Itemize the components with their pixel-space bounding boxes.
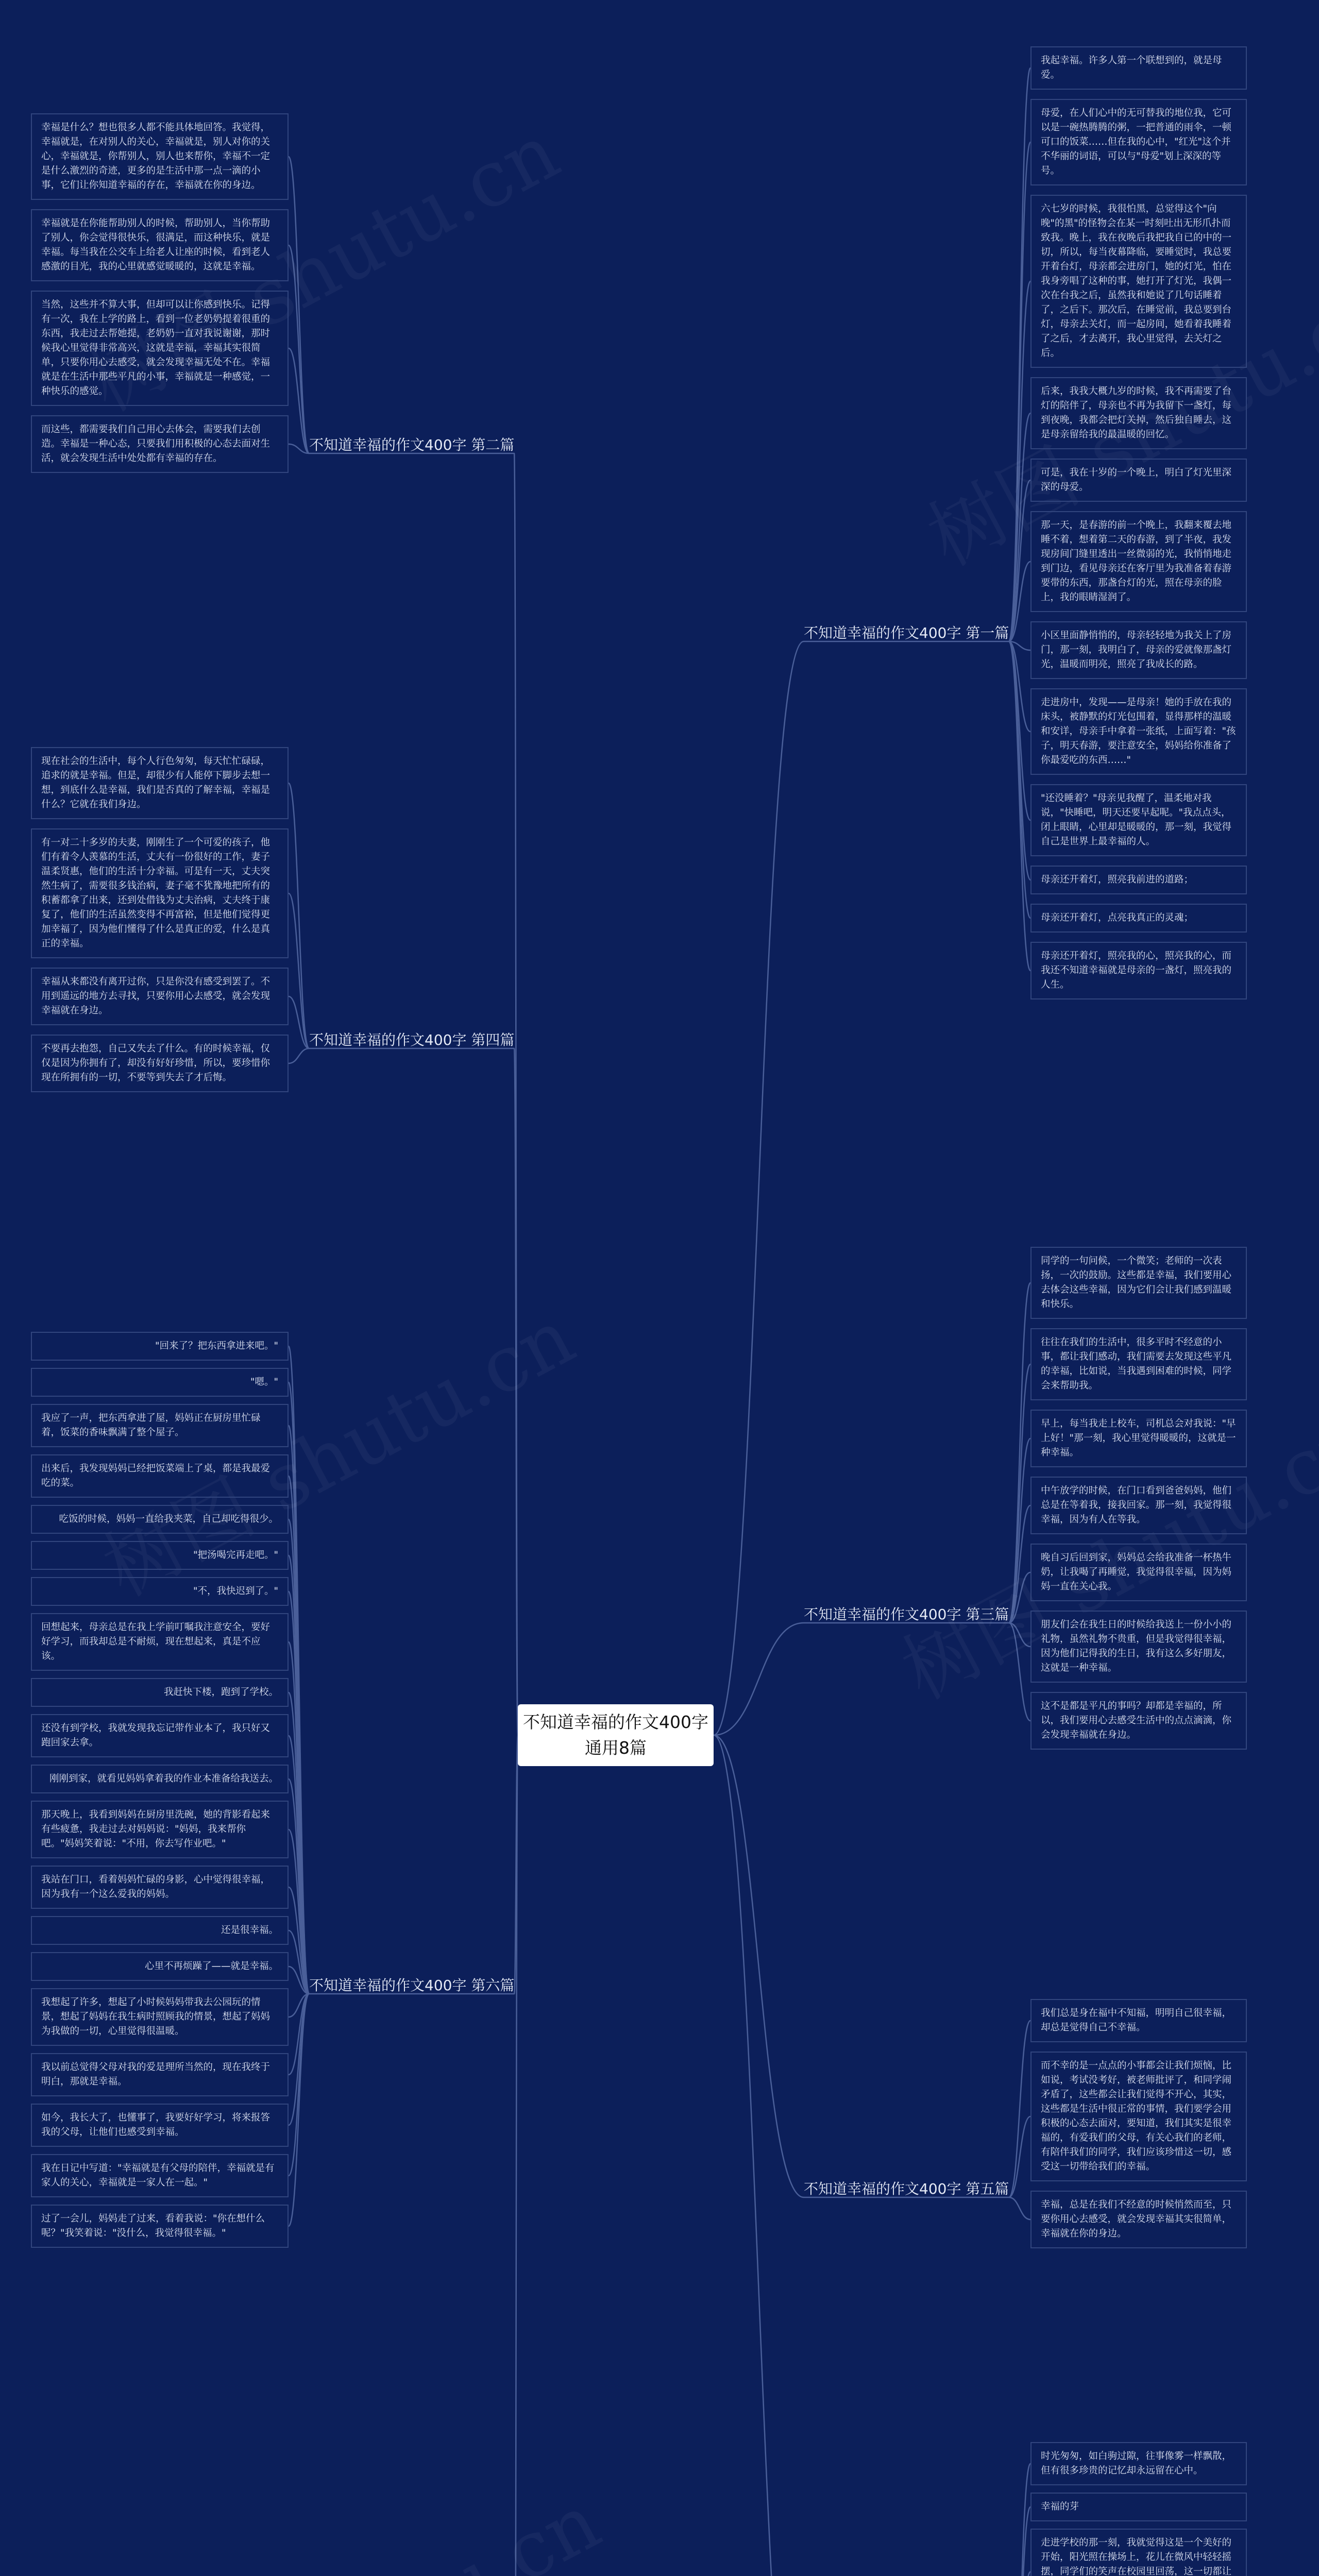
leaf-4-2: 往往在我们的生活中，很多平时不经意的小事，都让我们感动，我们需要去发现这些平凡的幸福，比如说，当我遇到困难的时候，同学会来帮助我。: [1030, 1328, 1247, 1400]
branch-link-6-3: [1009, 2572, 1030, 2576]
leaf-7-8: 回想起来，母亲总是在我上学前叮嘱我注意安全，要好好学习，而我却总是不耐烦，现在想起来，真是不应该。: [31, 1613, 289, 1671]
branch-link-5-3: [1009, 2197, 1030, 2219]
leaf-3-2: 有一对二十多岁的夫妻，刚刚生了一个可爱的孩子，他们有着令人羡慕的生活，丈夫有一份很好的工作，妻子温柔贤惠，他们的生活十分幸福。可是有一天，丈夫突然生病了，需要很多钱治病，妻子毫不犹豫地把所有的积蓄都拿了出来，还到处借钱为丈夫治病，丈夫终于康复了，他们的生活虽然变得不再富裕，但是他们觉得更加幸福了，因为他们懂得了什么是真正的爱，什么是真正的幸福。: [31, 828, 289, 958]
branch-link-3-1: [289, 783, 309, 1048]
branch-link-1-10: [1009, 641, 1030, 880]
leaf-4-4: 中午放学的时候，在门口看到爸爸妈妈，他们总是在等着我，接我回家。那一刻，我觉得很幸福，因为有人在等我。: [1030, 1477, 1247, 1534]
branch-label-7: 不知道幸福的作文400字 第六篇: [309, 1977, 515, 1994]
leaf-5-1: 我们总是身在福中不知福，明明自己很幸福，却总是觉得自己不幸福。: [1030, 1999, 1247, 2042]
leaf-3-1: 现在社会的生活中，每个人行色匆匆，每天忙忙碌碌，追求的就是幸福。但是，却很少有人能停下脚步去想一想，到底什么是幸福，我们是否真的了解幸福，幸福是什么？它就在我们身边。: [31, 747, 289, 819]
leaf-7-5: 吃饭的时候，妈妈一直给我夹菜，自己却吃得很少。: [31, 1505, 289, 1534]
branch-label-1: 不知道幸福的作文400字 第一篇: [804, 624, 1009, 641]
leaf-4-7: 这不是都是平凡的事吗？却都是幸福的，所以，我们要用心去感受生活中的点点滴滴，你会发现幸福就在身边。: [1030, 1692, 1247, 1750]
leaf-1-9: "还没睡着？"母亲见我醒了，温柔地对我说，"快睡吧，明天还要早起呢。"我点点头，闭上眼睛，心里却是暖暖的，那一刻，我觉得自己是世界上最幸福的人。: [1030, 784, 1247, 856]
leaf-2-1: 幸福是什么？想也很多人都不能具体地回答。我觉得，幸福就是，在对别人的关心，幸福就是，别人对你的关心，幸福就是，你帮别人，别人也来帮你，幸福不一定是什么激烈的奇迹，更多的是生活中那一点一滴的小事，它们让你知道幸福的存在，幸福就在你的身边。: [31, 113, 289, 200]
branch-link-2-3: [289, 348, 309, 453]
branch-link-7-20: [289, 1994, 309, 2226]
central-topic: 不知道幸福的作文400字 通用8篇: [518, 1704, 714, 1766]
branch-link-5-2: [1009, 2116, 1030, 2197]
branch-link-4-2: [1009, 1364, 1030, 1623]
branch-link-2-2: [289, 245, 309, 453]
branch-label-4: 不知道幸福的作文400字 第三篇: [804, 1606, 1009, 1623]
leaf-7-12: 那天晚上，我看到妈妈在厨房里洗碗，她的背影看起来有些疲惫，我走过去对妈妈说："妈妈，我来帮你吧。"妈妈笑着说："不用，你去写作业吧。": [31, 1801, 289, 1858]
leaf-7-13: 我站在门口，看着妈妈忙碌的身影，心中觉得很幸福，因为我有一个这么爱我的妈妈。: [31, 1866, 289, 1909]
leaf-3-4: 不要再去抱怨，自己又失去了什么。有的时候幸福，仅仅是因为你拥有了，却没有好好珍惜，所以，要珍惜你现在所拥有的一切，不要等到失去了才后悔。: [31, 1035, 289, 1092]
leaf-4-6: 朋友们会在我生日的时候给我送上一份小小的礼物，虽然礼物不贵重，但是我觉得很幸福，因为他们记得我的生日，我有这么多好朋友，这就是一种幸福。: [1030, 1611, 1247, 1683]
leaf-1-7: 小区里面静悄悄的，母亲轻轻地为我关上了房门，那一刻，我明白了，母亲的爱就像那盏灯光，温暖而明亮，照亮了我成长的路。: [1030, 621, 1247, 679]
leaf-2-3: 当然，这些并不算大事，但却可以让你感到快乐。记得有一次，我在上学的路上，看到一位老奶奶提着很重的东西，我走过去帮她提，老奶奶一直对我说谢谢，那时候我心里觉得非常高兴，这就是幸福，幸福其实很简单，只要你用心去感受，就会发现幸福无处不在。幸福就是在生活中那些平凡的小事，幸福就是一种感觉，一种快乐的感觉。: [31, 291, 289, 406]
leaf-7-6: "把汤喝完再走吧。": [31, 1541, 289, 1570]
leaf-7-15: 心里不再烦躁了——就是幸福。: [31, 1952, 289, 1981]
leaf-4-1: 同学的一句问候，一个微笑；老师的一次表扬，一次的鼓励。这些都是幸福，我们要用心去体会这些幸福，因为它们会让我们感到温暖和快乐。: [1030, 1247, 1247, 1319]
trunk-4: [714, 1623, 804, 1735]
leaf-7-10: 还没有到学校，我就发现我忘记带作业本了，我只好又跑回家去拿。: [31, 1714, 289, 1757]
leaf-6-3: 走进学校的那一刻，我就觉得这是一个美好的开始，阳光照在操场上，花儿在微风中轻轻摇摆，同学们的笑声在校园里回荡，这一切都让: [1030, 2529, 1247, 2576]
branch-link-3-4: [289, 1048, 309, 1063]
leaf-1-1: 我起幸福。许多人第一个联想到的，就是母爱。: [1030, 46, 1247, 90]
branch-link-4-7: [1009, 1623, 1030, 1721]
leaf-4-5: 晚自习后回到家，妈妈总会给我准备一杯热牛奶，让我喝了再睡觉，我觉得很幸福，因为妈妈一直在关心我。: [1030, 1544, 1247, 1601]
leaf-7-20: 过了一会儿，妈妈走了过来，看着我说："你在想什么呢？"我笑着说："没什么，我觉得很幸福。": [31, 2205, 289, 2248]
leaf-1-11: 母亲还开着灯，点亮我真正的灵魂；: [1030, 904, 1247, 933]
branch-label-3: 不知道幸福的作文400字 第四篇: [309, 1031, 515, 1048]
leaf-5-3: 幸福，总是在我们不经意的时候悄然而至，只要你用心去感受，就会发现幸福其实很简单，幸福就在你的身边。: [1030, 2191, 1247, 2248]
branch-link-6-2: [1009, 2507, 1030, 2576]
leaf-7-2: "嗯。": [31, 1368, 289, 1397]
leaf-1-3: 六七岁的时候，我很怕黑，总觉得这个"向晚"的黑"的怪物会在某一时刻吐出无形爪扑而致我。晚上，我在夜晚后我把我自已的中的一切，所以，每当夜幕降临，要睡觉时，我总要开着台灯，母亲都会进房门，她的灯光，怕在我身旁唱了这种的事，她打开了灯光，我偶一次在台我之后，虽然我和她说了几句话睡着了，之后下。那次后，在睡觉前，我总要到台灯，母亲去关灯，而一起房间，她看着我睡着了之后，才去离开，我心里觉得，去关灯之后。: [1030, 195, 1247, 368]
leaf-1-5: 可是，我在十岁的一个晚上，明白了灯光里深深的母爱。: [1030, 459, 1247, 502]
leaf-1-10: 母亲还开着灯，照亮我前进的道路；: [1030, 866, 1247, 894]
leaf-7-19: 我在日记中写道："幸福就是有父母的陪伴，幸福就是有家人的关心，幸福就是一家人在一起。": [31, 2154, 289, 2197]
leaf-6-1: 时光匆匆，如白驹过隙，往事像雾一样飘散，但有很多珍贵的记忆却永远留在心中。: [1030, 2442, 1247, 2485]
leaf-7-7: "不，我快迟到了。": [31, 1577, 289, 1606]
leaf-7-4: 出来后，我发现妈妈已经把饭菜端上了桌，都是我最爱吃的菜。: [31, 1454, 289, 1498]
leaf-1-4: 后来，我我大概九岁的时候，我不再需要了台灯的陪伴了，母亲也不再为我留下一盏灯，每到夜晚，我都会把灯关掉，然后独自睡去，这是母亲留给我的最温暖的回忆。: [1030, 377, 1247, 449]
leaf-3-3: 幸福从来都没有离开过你，只是你没有感受到罢了。不用到遥远的地方去寻找，只要你用心去感受，就会发现幸福就在身边。: [31, 968, 289, 1025]
leaf-6-2: 幸福的芽: [1030, 2493, 1247, 2521]
leaf-1-8: 走进房中，发现——是母亲！她的手放在我的床头，被静默的灯光包围着，显得那样的温暖和安详，母亲手中拿着一张纸，上面写着："孩子，明天春游，要注意安全，妈妈给你准备了你最爱吃的东西……": [1030, 688, 1247, 775]
leaf-7-9: 我赶快下楼，跑到了学校。: [31, 1678, 289, 1707]
branch-link-4-1: [1009, 1283, 1030, 1623]
leaf-7-11: 刚刚到家，就看见妈妈拿着我的作业本准备给我送去。: [31, 1765, 289, 1793]
leaf-7-3: 我应了一声，把东西拿进了屋，妈妈正在厨房里忙碌着，饭菜的香味飘满了整个屋子。: [31, 1404, 289, 1447]
leaf-7-18: 如今，我长大了，也懂事了，我要好好学习，将来报答我的父母，让他们也感受到幸福。: [31, 2104, 289, 2147]
trunk-5: [714, 1735, 804, 2197]
leaf-2-4: 而这些，都需要我们自己用心去体会，需要我们去创造。幸福是一种心态，只要我们用积极的心态去面对生活，就会发现生活中处处都有幸福的存在。: [31, 415, 289, 473]
leaf-1-6: 那一天，是春游的前一个晚上，我翻来覆去地睡不着，想着第二天的春游，到了半夜，我发现房间门缝里透出一丝微弱的光，我悄悄地走到门边，看见母亲还在客厅里为我准备着春游要带的东西，那盏台灯的光，照在母亲的脸上，我的眼睛湿润了。: [1030, 511, 1247, 612]
branch-link-2-1: [289, 157, 309, 453]
branch-label-2: 不知道幸福的作文400字 第二篇: [309, 436, 515, 453]
leaf-1-12: 母亲还开着灯，照亮我的心，照亮我的心，而我还不知道幸福就是母亲的一盏灯，照亮我的人生。: [1030, 942, 1247, 999]
leaf-2-2: 幸福就是在你能帮助别人的时候，帮助别人，当你帮助了别人，你会觉得很快乐，很满足，而这种快乐，就是幸福。每当我在公交车上给老人让座的时候，看到老人感激的目光，我的心里就感觉暖暖的，这就是幸福。: [31, 209, 289, 281]
branch-link-5-1: [1009, 2021, 1030, 2197]
leaf-7-1: "回来了？把东西拿进来吧。": [31, 1332, 289, 1361]
leaf-4-3: 早上，每当我走上校车，司机总会对我说："早上好！"那一刻，我心里觉得暖暖的，这就是一种幸福。: [1030, 1410, 1247, 1467]
branch-label-5: 不知道幸福的作文400字 第五篇: [804, 2180, 1009, 2197]
branch-link-7-19: [289, 1994, 309, 2176]
leaf-7-16: 我想起了许多，想起了小时候妈妈带我去公园玩的情景，想起了妈妈在我生病时照顾我的情景，想起了妈妈为我做的一切，心里觉得很温暖。: [31, 1988, 289, 2046]
trunk-6: [714, 1735, 804, 2576]
leaf-7-14: 还是很幸福。: [31, 1916, 289, 1945]
leaf-5-2: 而不幸的是一点点的小事都会让我们烦恼，比如说，考试没考好，被老师批评了，和同学闹矛盾了，这些都会让我们觉得不开心，其实，这些都是生活中很正常的事情，我们要学会用积极的心态去面对，要知道，我们其实是很幸福的，有爱我们的父母，有关心我们的老师，有陪伴我们的同学，我们应该珍惜这一切，感受这一切带给我们的幸福。: [1030, 2052, 1247, 2181]
trunk-1: [714, 641, 804, 1735]
leaf-7-17: 我以前总觉得父母对我的爱是理所当然的，现在我终于明白，那就是幸福。: [31, 2053, 289, 2096]
leaf-1-2: 母爱，在人们心中的无可替我的地位我，它可以是一碗热腾腾的粥，一把普通的雨伞，一顿可口的饭菜……但在我的心中，"红光"这个并不华丽的词语，可以与"母爱"划上深深的等号。: [1030, 99, 1247, 185]
